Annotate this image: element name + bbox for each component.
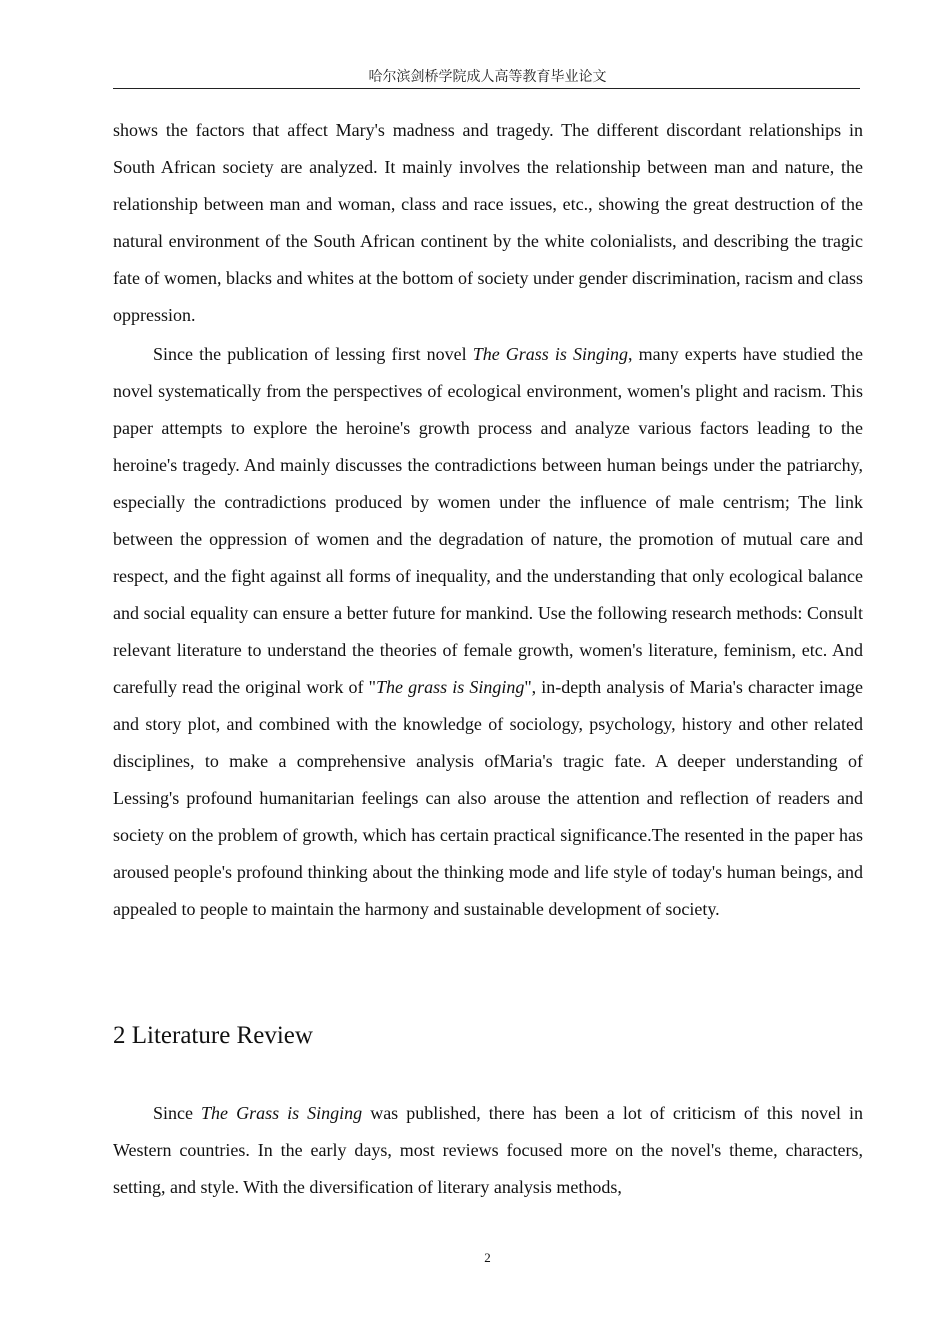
novel-title: The grass is Singing — [375, 677, 525, 697]
paragraph-text: shows the factors that affect Mary's madness and tragedy. The different discordant relationships in South African society are analyzed. It mainly involves the relationship between man and nature, the relationship between man and woman, class and race issues, etc., showing the great destruction of the natural environment of the South African continent by the white colonialists, and describing the tragic fate of women, blacks and whites at the bottom of society under gender discrimination, racism and class oppression. — [113, 120, 863, 325]
novel-title: The Grass is Singing — [201, 1103, 363, 1123]
paragraph-text: Since the publication of lessing first novel — [153, 344, 473, 364]
novel-title: The Grass is Singing — [472, 344, 629, 364]
paragraph-research-purpose — [113, 336, 863, 928]
section-heading: 2 Literature Review — [113, 1022, 313, 1049]
paragraph-literature-review — [113, 1095, 863, 1206]
paragraph-text: , many experts have studied the novel systematically from the perspectives of ecological environment, women's plight and racism. This paper attempts to explore the heroine's growth process and analyze various factors leading to the heroine's tragedy. And mainly discusses the contradictions between human beings under the patriarchy, especially the contradictions produced by women under the influence of male centrism; The link between the oppression of women and the degradation of nature, the promotion of mutual care and respect, and the fight against all forms of inequality, and the understanding that only ecological balance and social equality can ensure a better future for mankind. Use the following research methods: Consult relevant literature to understand the theories of female growth, women's literature, feminism, etc. And carefully read the original work of " — [113, 344, 863, 697]
page-header: 哈尔滨剑桥学院成人高等教育毕业论文 — [368, 69, 607, 85]
paragraph-intro-continuation — [113, 112, 863, 334]
page-number: 2 — [484, 1250, 491, 1265]
paragraph-text: ", in-depth analysis of Maria's character image and story plot, and combined with the knowledge of sociology, psychology, history and other related disciplines, to make a comprehensive analysis ofMaria's tragic fate. A deeper understanding of Lessing's profound humanitarian feelings can also arouse the attention and reflection of readers and society on the problem of growth, which has certain practical significance.The resented in the paper has aroused people's profound thinking about the thinking mode and life style of today's human beings, and appealed to people to maintain the harmony and sustainable development of society. — [113, 677, 863, 919]
header-rule — [113, 88, 860, 89]
paragraph-text: Since — [153, 1103, 202, 1123]
paragraph-text: was published, there has been a lot of criticism of this novel in Western countries. In the early days, most reviews focused more on the novel's theme, characters, setting, and style. With the diversification of literary analysis methods, — [113, 1103, 863, 1197]
